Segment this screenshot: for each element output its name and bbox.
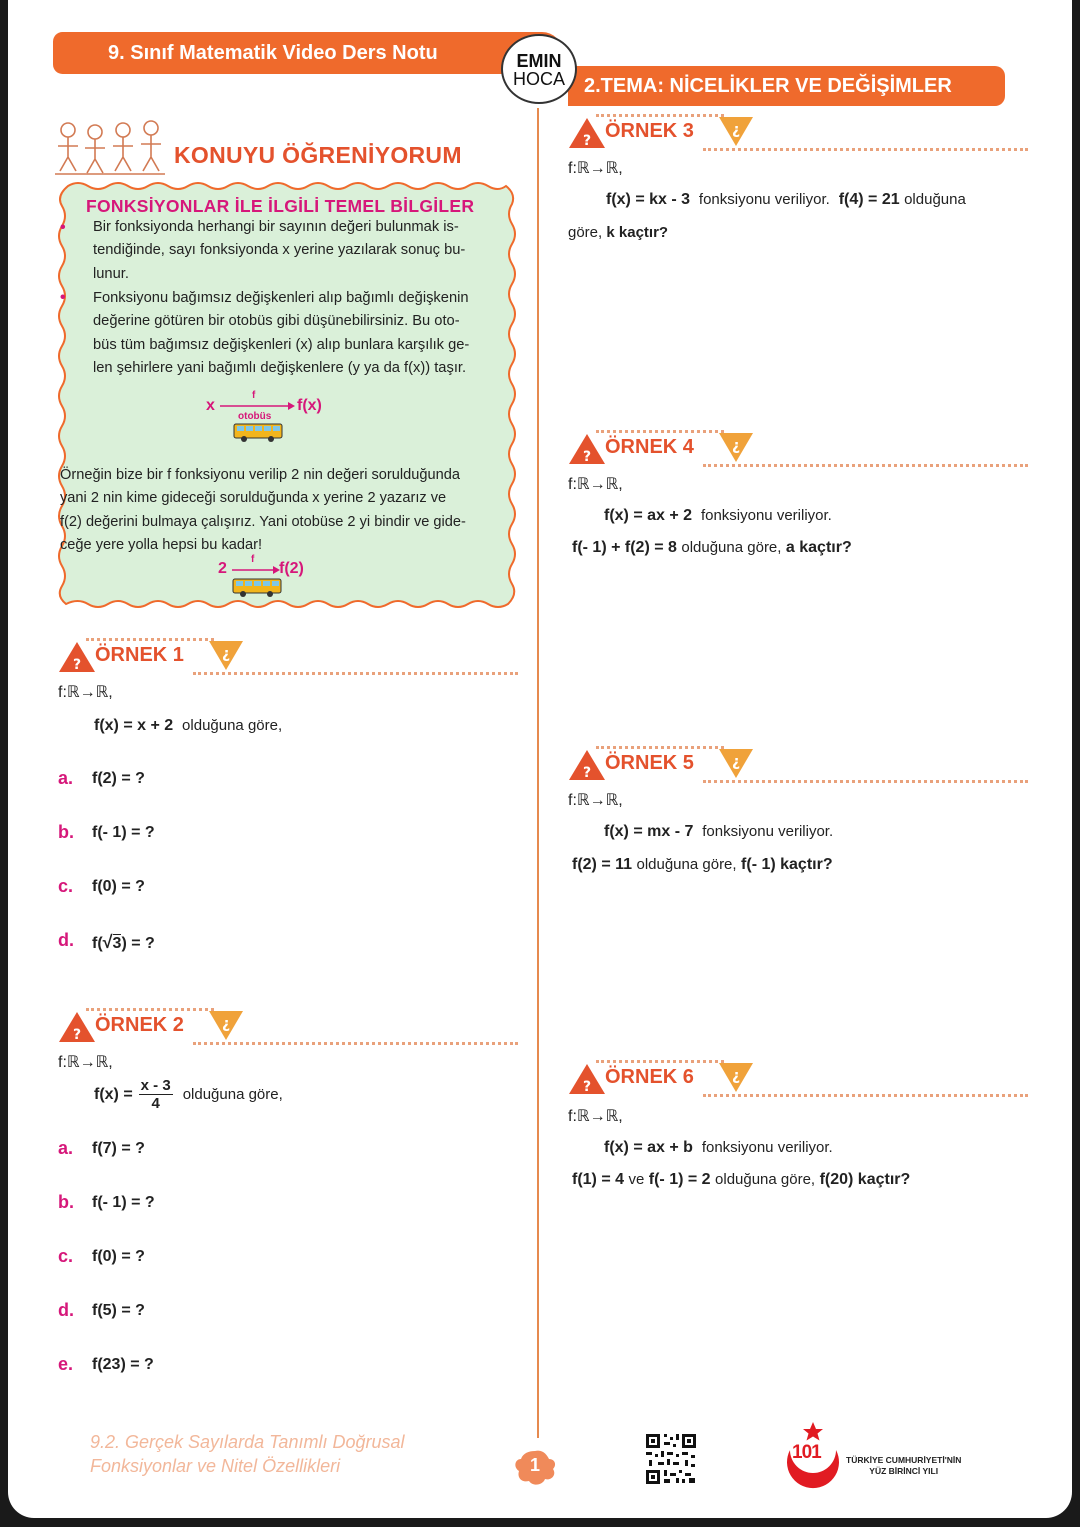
republic-line: TÜRKİYE CUMHURİYETİ'NİN [846,1455,962,1465]
svg-text:¿: ¿ [221,646,231,662]
bullet-2-line: len şehirlere yani bağımlı değişkenlere (y ya da f(x)) taşır. [93,360,467,377]
ornek-2-d-question: f(5) = ? [92,1302,145,1319]
question-triangle-icon [208,1010,244,1042]
dotted-rule [596,430,724,433]
dotted-rule [86,638,214,641]
ornek-6-given: fonksiyonu veriliyor. [701,1139,833,1156]
diagram2-2: 2 [218,560,227,577]
example-line: yani 2 nin kime gideceği sorulduğunda x yerine 2 yazarız ve [60,490,447,507]
ornek-1-d-pre: f( [92,935,103,952]
warning-icon [568,432,606,466]
question-triangle-icon [718,116,754,148]
ornek-3-title: ÖRNEK 3 [605,120,694,142]
bullet-2-line: değerine götüren bir otobüs gibi düşünebilirsiniz. Bu oto- [93,313,460,330]
ornek-5-given: fonksiyonu veriliyor. [702,823,834,840]
ornek-4-function-line [604,507,832,525]
arrow-right-icon [232,564,280,576]
dotted-rule [596,114,724,117]
ornek-1-a-question: f(2) = ? [92,770,145,787]
ornek-1-d-post: ) = ? [121,935,155,952]
header-left-title: 9. Sınıf Matematik Video Ders Notu [108,42,438,64]
ornek-1-title: ÖRNEK 1 [95,644,184,666]
logo-line1: EMIN [516,51,562,71]
svg-text:¿: ¿ [221,1016,231,1032]
ornek-2-numerator: x - 3 [140,1077,171,1094]
ornek-5-domain: f:ℝ→ℝ, [568,792,623,809]
republic-line: YÜZ BİRİNCİ YILI [869,1466,939,1476]
warning-icon [568,1062,606,1096]
ornek-2-a-label: a. [58,1138,74,1158]
diagram-x: x [206,397,215,414]
ornek-4-question [572,539,852,557]
column-divider [537,108,539,1438]
dotted-rule [703,148,1028,151]
ornek-2-title: ÖRNEK 2 [95,1014,184,1036]
example-line: f(2) değerini bulmaya çalışırız. Yani otobüse 2 yi bindir ve gide- [60,513,466,530]
diagram-fx: f(x) [297,397,322,414]
ornek-6-heading [568,1062,1038,1102]
ornek-3-gore: göre, [568,224,603,241]
ornek-2-e-label: e. [58,1354,74,1374]
ornek-2-d-label: d. [58,1300,74,1320]
emblem-101: 101 [792,1442,821,1463]
ornek-6-title: ÖRNEK 6 [605,1066,694,1088]
dotted-rule [193,672,518,675]
info-box-title: FONKSİYONLAR İLE İLGİLİ TEMEL BİLGİLER [86,196,475,216]
bullet-1-text [93,216,513,286]
ornek-4-title: ÖRNEK 4 [605,436,694,458]
ornek-2-domain: f:ℝ→ℝ, [58,1054,113,1071]
ornek-2-c-label: c. [58,1246,74,1266]
bullet-2-line: büs tüm bağımsız değişkenleri (x) alıp bunlara karşılık ge- [93,336,470,353]
republic-text [846,1455,961,1477]
dotted-rule [596,1060,724,1063]
ornek-4-cond: f(- 1) + f(2) = 8 [572,539,677,556]
dotted-rule [86,1008,214,1011]
header-left-banner [53,32,563,74]
ornek-6-c2: f(- 1) = 2 [648,1171,711,1188]
diagram2-f2: f(2) [279,560,304,577]
bullet-1-line: lunur. [93,265,129,282]
worksheet-page [8,0,1072,1518]
ornek-3-function-line [606,191,966,209]
ornek-2-e-question: f(23) = ? [92,1356,154,1373]
bullet-2-text [93,287,513,381]
sqrt-icon: √ [102,932,113,952]
page-number: 1 [529,1455,540,1475]
ornek-1-c-label: c. [58,876,74,896]
emin-hoca-logo [501,34,577,104]
ornek-1-cond: olduğuna göre, [182,717,283,734]
diagram-arrow-otobus: otobüs [238,411,272,422]
question-triangle-icon [718,748,754,780]
ornek-1-d-label: d. [58,930,74,950]
warning-icon [58,640,96,674]
svg-text:?: ? [582,449,592,465]
dotted-rule [703,1094,1028,1097]
ornek-2-function [94,1077,283,1112]
ornek-1-func: f(x) = x + 2 [94,717,174,734]
ornek-6-function-line [604,1139,833,1157]
ornek-3-question [568,224,668,241]
ornek-4-domain: f:ℝ→ℝ, [568,476,623,493]
ornek-4-func: f(x) = ax + 2 [604,507,693,524]
svg-text:?: ? [582,133,592,149]
ornek-6-domain: f:ℝ→ℝ, [568,1108,623,1125]
ornek-2-a-question: f(7) = ? [92,1140,145,1157]
ornek-5-title: ÖRNEK 5 [605,752,694,774]
ornek-3-cond: f(4) = 21 [838,191,900,208]
dotted-rule [703,464,1028,467]
svg-text:?: ? [582,765,592,781]
example-line: Örneğin bize bir f fonksiyonu verilip 2 nin değeri sorulduğunda [60,467,460,483]
dotted-rule [596,746,724,749]
ornek-5-heading [568,748,1038,788]
ornek-1-b-label: b. [58,822,74,842]
ornek-2-cond: olduğuna göre, [182,1086,283,1103]
ornek-3-ask: k kaçtır? [606,224,669,241]
ornek-6-cond-text: olduğuna göre, [715,1171,816,1188]
ornek-6-ve: ve [628,1171,645,1188]
warning-icon [568,748,606,782]
ornek-5-question [572,856,833,874]
svg-text:?: ? [582,1079,592,1095]
qr-code-icon[interactable] [644,1432,698,1486]
section-title: KONUYU ÖĞRENİYORUM [174,142,462,168]
bullet-1-marker: • [60,219,66,236]
footer-subtitle-line: Fonksiyonlar ve Nitel Özellikleri [90,1456,341,1476]
bullet-2-line: Fonksiyonu bağımsız değişkenleri alıp bağımlı değişkenin [93,290,469,306]
dotted-rule [703,780,1028,783]
ornek-5-cond: f(2) = 11 [572,856,633,873]
header-right-banner [568,66,1005,106]
ornek-2-denominator: 4 [151,1095,160,1112]
bullet-2-marker: • [60,289,66,306]
example-paragraph [60,464,520,558]
header-right-title: 2.TEMA: NİCELİKLER VE DEĞİŞİMLER [584,75,952,97]
ornek-2-heading [58,1010,518,1050]
ornek-1-c-question: f(0) = ? [92,878,145,895]
svg-text:¿: ¿ [731,1068,741,1084]
ornek-2-b-question: f(- 1) = ? [92,1194,155,1211]
svg-text:?: ? [72,1027,82,1043]
ornek-5-function-line [604,823,833,841]
logo-line2: HOCA [512,69,565,89]
ornek-1-a-label: a. [58,768,74,788]
ornek-1-heading [58,640,518,680]
people-doodle-icon [53,118,173,178]
ornek-5-ask: f(- 1) kaçtır? [741,856,833,873]
ornek-3-func: f(x) = kx - 3 [606,191,691,208]
svg-text:¿: ¿ [731,122,741,138]
question-triangle-icon [208,640,244,672]
diagram-arrow-f: f [252,390,256,401]
footer-subtitle-line: 9.2. Gerçek Sayılarda Tanımlı Doğrusal [90,1432,405,1452]
ornek-2-b-label: b. [58,1192,74,1212]
ornek-6-c1: f(1) = 4 [572,1171,625,1188]
ornek-4-ask: a kaçtır? [785,539,852,556]
ornek-4-heading [568,432,1038,472]
warning-icon [58,1010,96,1044]
bus-icon [233,423,283,443]
ornek-3-cond-text: olduğuna [904,191,966,208]
svg-text:¿: ¿ [731,754,741,770]
question-triangle-icon [718,1062,754,1094]
ornek-5-func: f(x) = mx - 7 [604,823,694,840]
ornek-6-question [572,1171,910,1189]
ornek-3-given: fonksiyonu veriliyor. [698,191,830,208]
svg-text:¿: ¿ [731,438,741,454]
ornek-5-cond-text: olduğuna göre, [636,856,737,873]
bus-icon [232,578,282,598]
bullet-1-line: Bir fonksiyonda herhangi bir sayının değeri bulunmak is- [93,219,459,235]
ornek-4-cond-text: olduğuna göre, [681,539,782,556]
ornek-1-function [94,717,282,735]
ornek-1-d-root: 3 [112,935,122,952]
ornek-3-domain: f:ℝ→ℝ, [568,160,623,177]
ornek-6-ask: f(20) kaçtır? [819,1171,911,1188]
ornek-1-domain: f:ℝ→ℝ, [58,684,113,701]
warning-icon [568,116,606,150]
footer-subtitle [90,1430,404,1478]
ornek-2-fraction [139,1077,173,1112]
example-line: ceğe yere yolla hepsi bu kadar! [60,537,263,554]
diagram2-arrow-f: f [251,554,255,565]
ornek-6-func: f(x) = ax + b [604,1139,693,1156]
svg-text:?: ? [72,657,82,673]
ornek-2-c-question: f(0) = ? [92,1248,145,1265]
bullet-1-line: tendiğinde, sayı fonksiyonda x yerine yazılarak sonuç bu- [93,242,466,259]
ornek-4-given: fonksiyonu veriliyor. [700,507,832,524]
ornek-1-b-question: f(- 1) = ? [92,824,155,841]
ornek-3-heading [568,116,1038,156]
ornek-2-func-pre: f(x) = [94,1085,133,1103]
question-triangle-icon [718,432,754,464]
dotted-rule [193,1042,518,1045]
ornek-1-d-question [92,932,155,953]
